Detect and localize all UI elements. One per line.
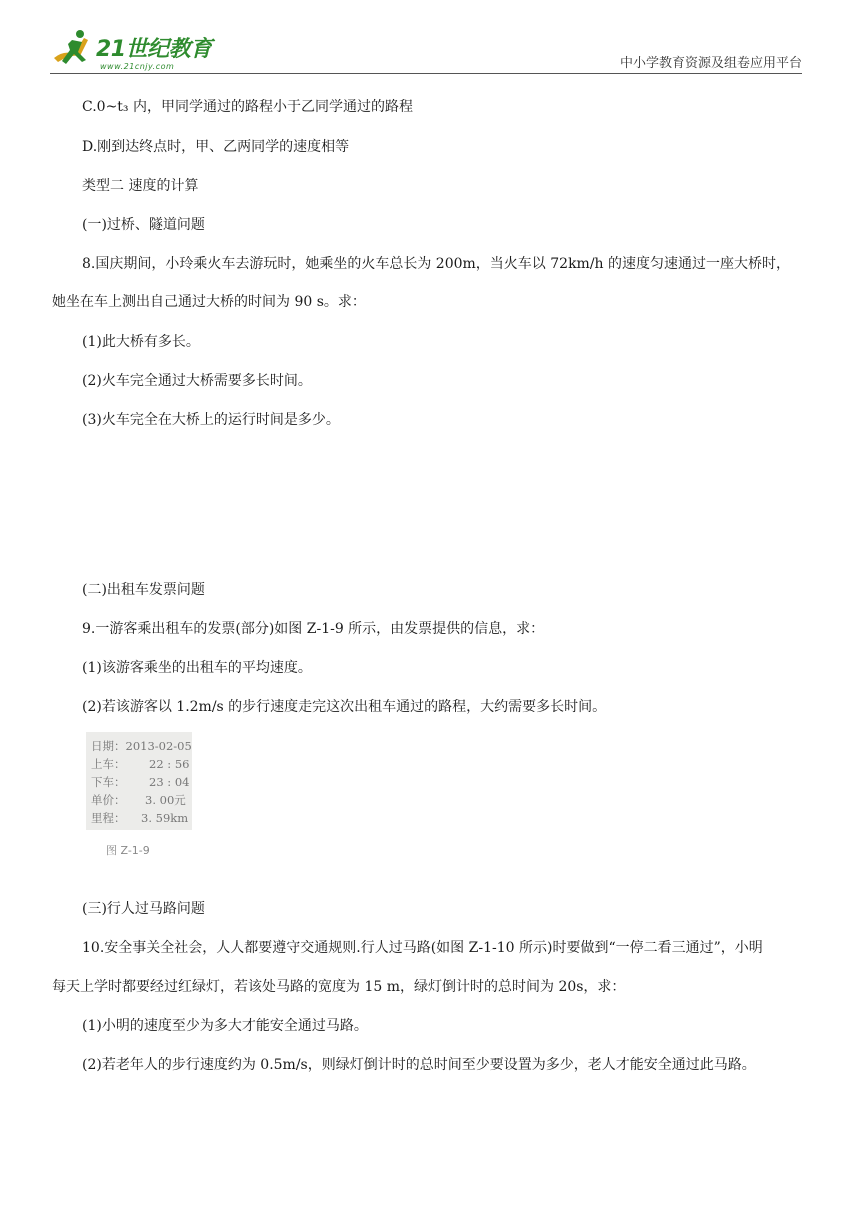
logo-text: 21世纪教育 — [96, 37, 212, 62]
receipt-value: 22 : 56 — [149, 757, 190, 771]
receipt-row — [91, 792, 186, 808]
subsection-heading: (二)出租车发票问题 — [82, 582, 205, 598]
receipt-key: 里程： — [91, 811, 126, 825]
question-10-continued: 每天上学时都要经过红绿灯，若该处马路的宽度为 15 m，绿灯倒计时的总时间为 20s，求： — [52, 979, 626, 995]
page-header — [0, 0, 860, 80]
question-8-continued: 她坐在车上测出自己通过大桥的时间为 90 s。求： — [52, 294, 366, 310]
receipt-key: 单价： — [91, 793, 126, 807]
figure-caption: 图 Z-1-9 — [106, 844, 150, 857]
question-8-part-2: (2)火车完全通过大桥需要多长时间。 — [82, 373, 312, 389]
question-10: 10.安全事关全社会，人人都要遵守交通规则.行人过马路(如图 Z-1-10 所示)时要做到“一停二看三通过”，小明 — [82, 940, 763, 956]
question-9-part-2: (2)若该游客以 1.2m/s 的步行速度走完这次出租车通过的路程，大约需要多长时间。 — [82, 699, 607, 715]
receipt-value: 3. 59km — [141, 811, 189, 825]
logo-url: www.21cnjy.com — [100, 62, 175, 71]
option-d: D.刚到达终点时，甲、乙两同学的速度相等 — [82, 139, 350, 155]
receipt-value: 3. 00元 — [145, 793, 186, 807]
question-9: 9.一游客乘出租车的发票(部分)如图 Z-1-9 所示，由发票提供的信息，求： — [82, 621, 545, 637]
question-8: 8.国庆期间，小玲乘火车去游玩时，她乘坐的火车总长为 200m，当火车以 72km/h 的速度匀速通过一座大桥时， — [82, 256, 791, 272]
question-8-part-3: (3)火车完全在大桥上的运行时间是多少。 — [82, 412, 340, 428]
taxi-receipt-figure — [86, 732, 192, 830]
receipt-row — [91, 738, 192, 754]
option-c: C.0~t₃ 内，甲同学通过的路程小于乙同学通过的路程 — [82, 99, 413, 115]
receipt-value: 2013-02-05 — [125, 739, 192, 753]
receipt-row — [91, 756, 189, 772]
runner-logo-icon — [50, 28, 96, 72]
logo — [50, 28, 230, 76]
receipt-value: 23 : 04 — [149, 775, 190, 789]
receipt-key: 日期： — [91, 739, 126, 753]
question-9-part-1: (1)该游客乘坐的出租车的平均速度。 — [82, 660, 312, 676]
section-heading: 类型二 速度的计算 — [82, 178, 199, 194]
receipt-row — [91, 774, 189, 790]
receipt-row — [91, 810, 188, 826]
question-10-part-1: (1)小明的速度至少为多大才能安全通过马路。 — [82, 1018, 368, 1034]
question-10-part-2: (2)若老年人的步行速度约为 0.5m/s，则绿灯倒计时的总时间至少要设置为多少，老人才能安全通过此马路。 — [82, 1057, 756, 1073]
subsection-heading: (一)过桥、隧道问题 — [82, 217, 205, 233]
platform-title: 中小学教育资源及组卷应用平台 — [619, 56, 802, 71]
header-divider — [50, 73, 802, 74]
subsection-heading: (三)行人过马路问题 — [82, 901, 205, 917]
receipt-key: 上车： — [91, 757, 126, 771]
question-8-part-1: (1)此大桥有多长。 — [82, 334, 200, 350]
receipt-key: 下车： — [91, 775, 126, 789]
